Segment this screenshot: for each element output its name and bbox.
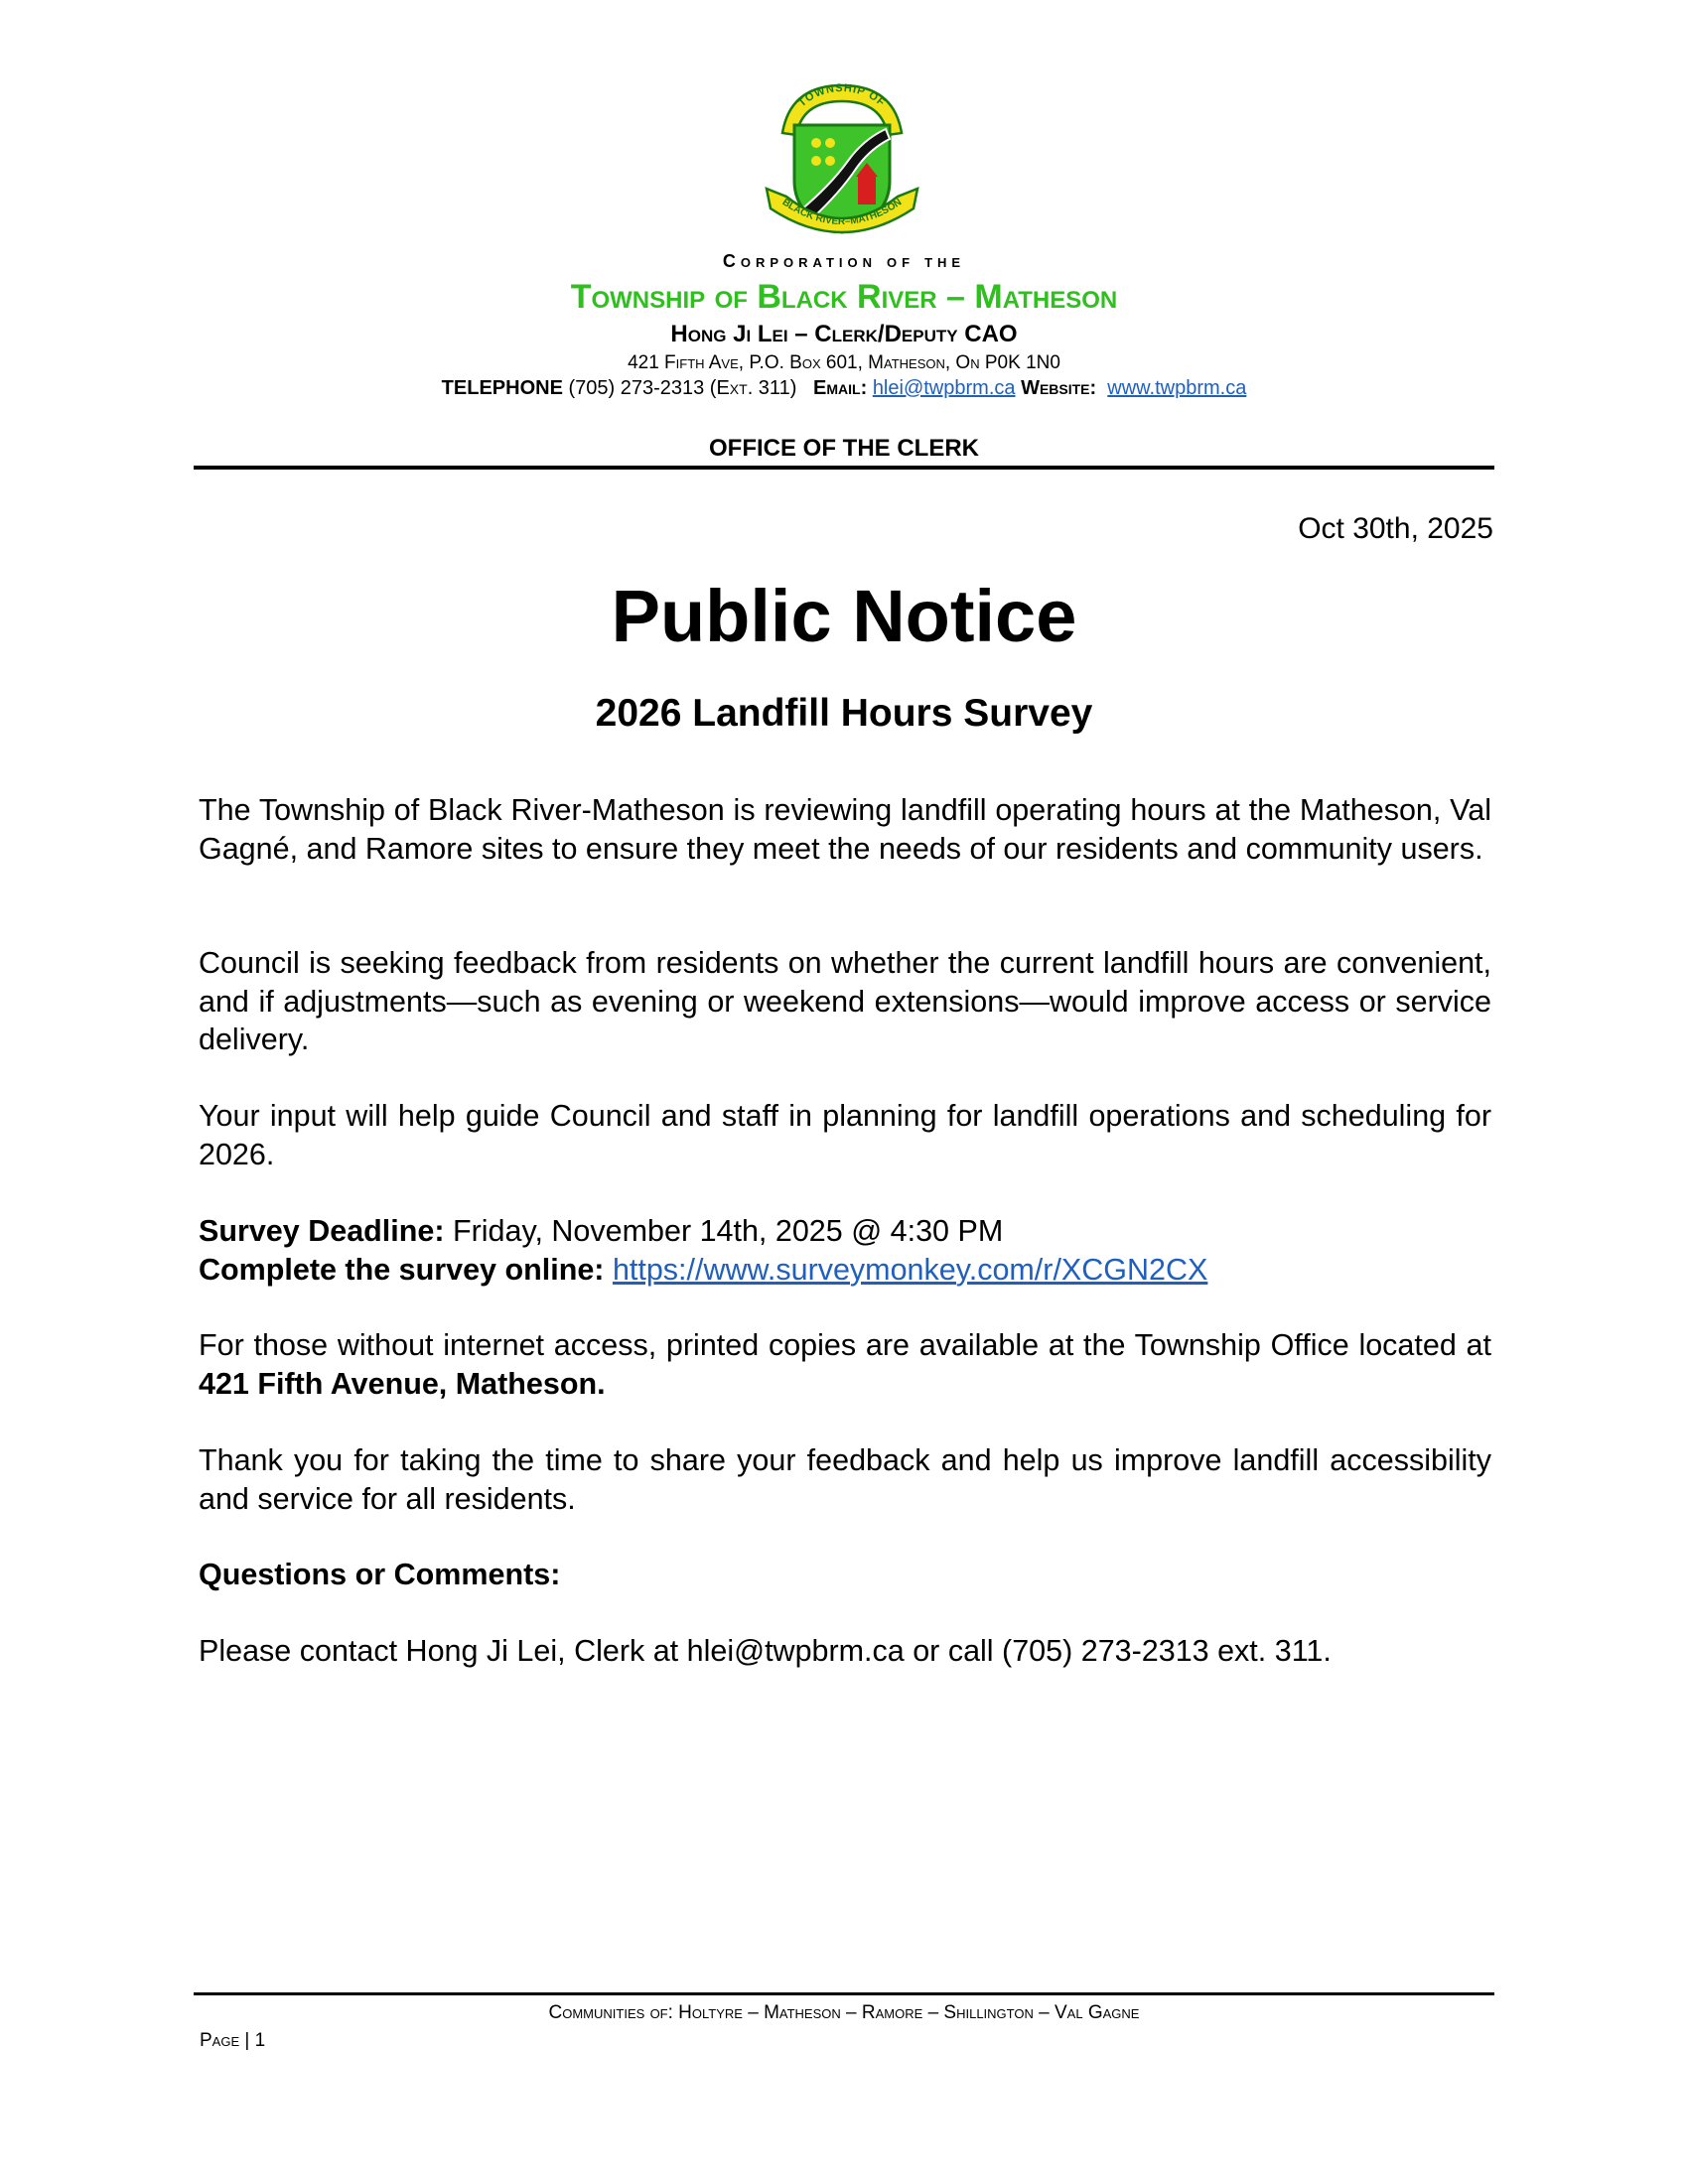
deadline-value: Friday, November 14th, 2025 @ 4:30 PM [452, 1214, 1004, 1248]
address-line: 421 Fifth Ave, P.O. Box 601, Matheson, On P0K 1N0 [628, 352, 1060, 373]
paragraph-thanks: Thank you for taking the time to share your feedback and help us improve landfill accessibility and service for all residents. [199, 1443, 1491, 1516]
township-name: Township of Black River – Matheson [570, 278, 1118, 316]
crest-icon [761, 81, 923, 240]
deadline-row [199, 1212, 1491, 1251]
notice-subtitle: 2026 Landfill Hours Survey [595, 692, 1093, 735]
svg-text:TOWNSHIP OF: TOWNSHIP OF [795, 81, 889, 110]
paragraph-review: The Township of Black River-Matheson is reviewing landfill operating hours at the Matheson, Val Gagné, and Ramore sites to ensure they meet the needs of our residents and community users. [199, 793, 1491, 866]
survey-link-row [199, 1251, 1491, 1290]
contact-line [0, 377, 1688, 400]
paragraph-printed-copies [199, 1326, 1491, 1403]
telephone-value: (705) 273-2313 (Ext. 311) [568, 377, 797, 399]
website-link[interactable]: www.twpbrm.ca [1107, 377, 1247, 399]
corporation-line: Corporation of the [722, 251, 966, 271]
questions-heading: Questions or Comments: [199, 1558, 561, 1591]
email-link[interactable]: hlei@twpbrm.ca [872, 377, 1016, 399]
survey-label: Complete the survey online: [199, 1252, 605, 1287]
telephone-label: TELEPHONE [441, 377, 563, 399]
contact-paragraph: Please contact Hong Ji Lei, Clerk at hlei@twpbrm.ca or call (705) 273-2313 ext. 311. [199, 1634, 1332, 1668]
notice-date: Oct 30th, 2025 [1298, 512, 1493, 545]
notice-title: Public Notice [611, 575, 1077, 657]
printed-copies-text: For those without internet access, printed copies are available at the Township Office located at [199, 1328, 1491, 1362]
office-address: 421 Fifth Avenue, Matheson. [199, 1366, 606, 1401]
paragraph-feedback: Council is seeking feedback from residents on whether the current landfill hours are convenient, and if adjustments—such as evening or weekend extensions—would improve access or service delivery. [199, 946, 1491, 1056]
township-crest-logo [761, 81, 923, 240]
office-label: OFFICE OF THE CLERK [709, 435, 979, 462]
deadline-label: Survey Deadline: [199, 1214, 445, 1248]
footer-divider [194, 1992, 1494, 1995]
page-number: Page | 1 [200, 2030, 266, 2051]
footer-communities: Communities of: Holtyre – Matheson – Ramore – Shillington – Val Gagne [548, 2002, 1140, 2023]
survey-link[interactable]: https://www.surveymonkey.com/r/XCGN2CX [612, 1252, 1208, 1287]
header-divider [194, 466, 1494, 470]
paragraph-input: Your input will help guide Council and staff in planning for landfill operations and scheduling for 2026. [199, 1099, 1491, 1171]
clerk-line: Hong Ji Lei – Clerk/Deputy CAO [670, 321, 1018, 347]
website-label: Website: [1021, 377, 1097, 399]
email-label: Email: [813, 377, 868, 399]
survey-details [199, 1212, 1491, 1289]
svg-text:BLACK RIVER–MATHESON: BLACK RIVER–MATHESON [779, 197, 905, 228]
